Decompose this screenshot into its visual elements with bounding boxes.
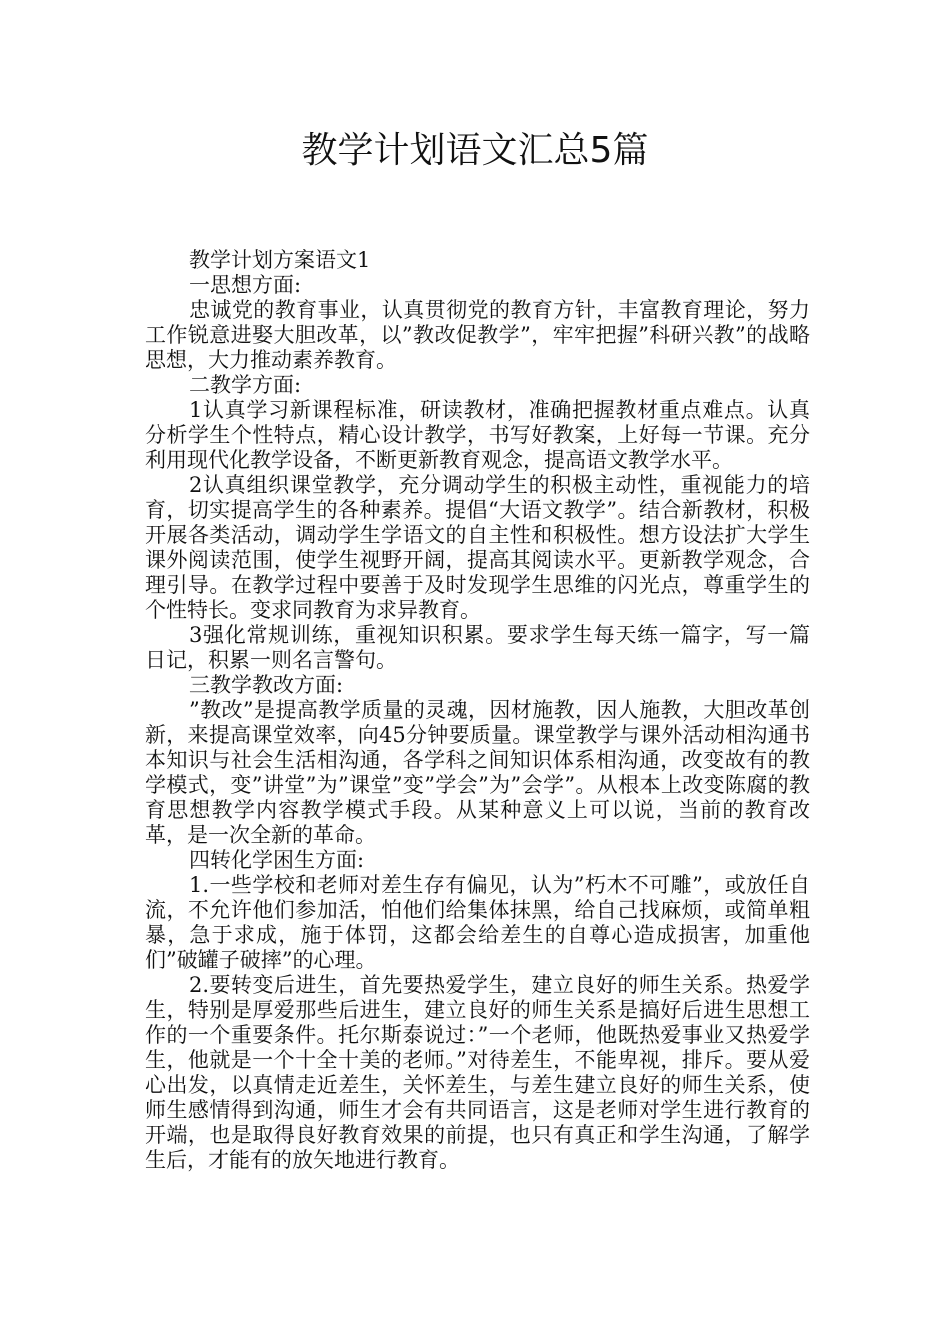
document-title: 教学计划语文汇总5篇 (301, 130, 649, 171)
body-paragraph: ”教改”是提高教学质量的灵魂，因材施教，因人施教，大胆改革创新，来提高课堂效率，向45分钟要质量。课堂教学与课外活动相沟通书本知识与社会生活相沟通，各学科之间知识体系相沟通，改变故有的教学模式，变”讲堂”为”课堂”变”学会”为”会学”。从根本上改变陈腐的教育思想教学内容教学模式手段。从某种意义上可以说，当前的教育改革，是一次全新的革命。 (145, 698, 810, 847)
section-heading: 一思想方面: (189, 273, 302, 297)
body-paragraph: 2.要转变后进生，首先要热爱学生，建立良好的师生关系。热爱学生，特别是厚爱那些后进生，建立良好的师生关系是搞好后进生思想工作的一个重要条件。托尔斯泰说过：”一个老师，他既热爱事业又热爱学生，他就是一个十全十美的老师。”对待差生，不能卑视，排斥。要从爱心出发，以真情走近差生，关怀差生，与差生建立良好的师生关系，使师生感情得到沟通，师生才会有共同语言，这是老师对学生进行教育的开端，也是取得良好教育效果的前提，也只有真正和学生沟通，了解学生后，才能有的放矢地进行教育。 (145, 973, 810, 1172)
section-heading: 三教学教改方面: (189, 673, 344, 697)
body-paragraph: 1.一些学校和老师对差生存有偏见，认为”朽木不可雕”，或放任自流，不允许他们参加活，怕他们给集体抹黑，给自己找麻烦，或简单粗暴，急于求成，施于体罚，这都会给差生的自尊心造成损害，加重他们”破罐子破摔”的心理。 (145, 873, 810, 972)
body-paragraph: 忠诚党的教育事业，认真贯彻党的教育方针，丰富教育理论，努力工作锐意进娶大胆改革，以”教改促教学”，牢牢把握”科研兴教”的战略思想，大力推动素养教育。 (145, 298, 810, 372)
body-paragraph: 1认真学习新课程标准，研读教材，准确把握教材重点难点。认真分析学生个性特点，精心设计教学，书写好教案，上好每一节课。充分利用现代化教学设备，不断更新教育观念，提高语文教学水平。 (145, 398, 810, 472)
section-heading: 四转化学困生方面: (189, 848, 365, 872)
body-paragraph: 3强化常规训练，重视知识积累。要求学生每天练一篇字，写一篇日记，积累一则名言警句。 (145, 623, 810, 672)
section-heading: 二教学方面: (189, 373, 302, 397)
section-heading: 教学计划方案语文1 (189, 248, 371, 272)
document-body (145, 248, 810, 1173)
body-paragraph: 2认真组织课堂教学，充分调动学生的积极主动性，重视能力的培育，切实提高学生的各种素养。提倡“大语文教学”。结合新教材，积极开展各类活动，调动学生学语文的自主性和积极性。想方设法扩大学生课外阅读范围，使学生视野开阔，提高其阅读水平。更新教学观念，合理引导。在教学过程中要善于及时发现学生思维的闪光点，尊重学生的个性特长。变求同教育为求异教育。 (145, 473, 810, 622)
